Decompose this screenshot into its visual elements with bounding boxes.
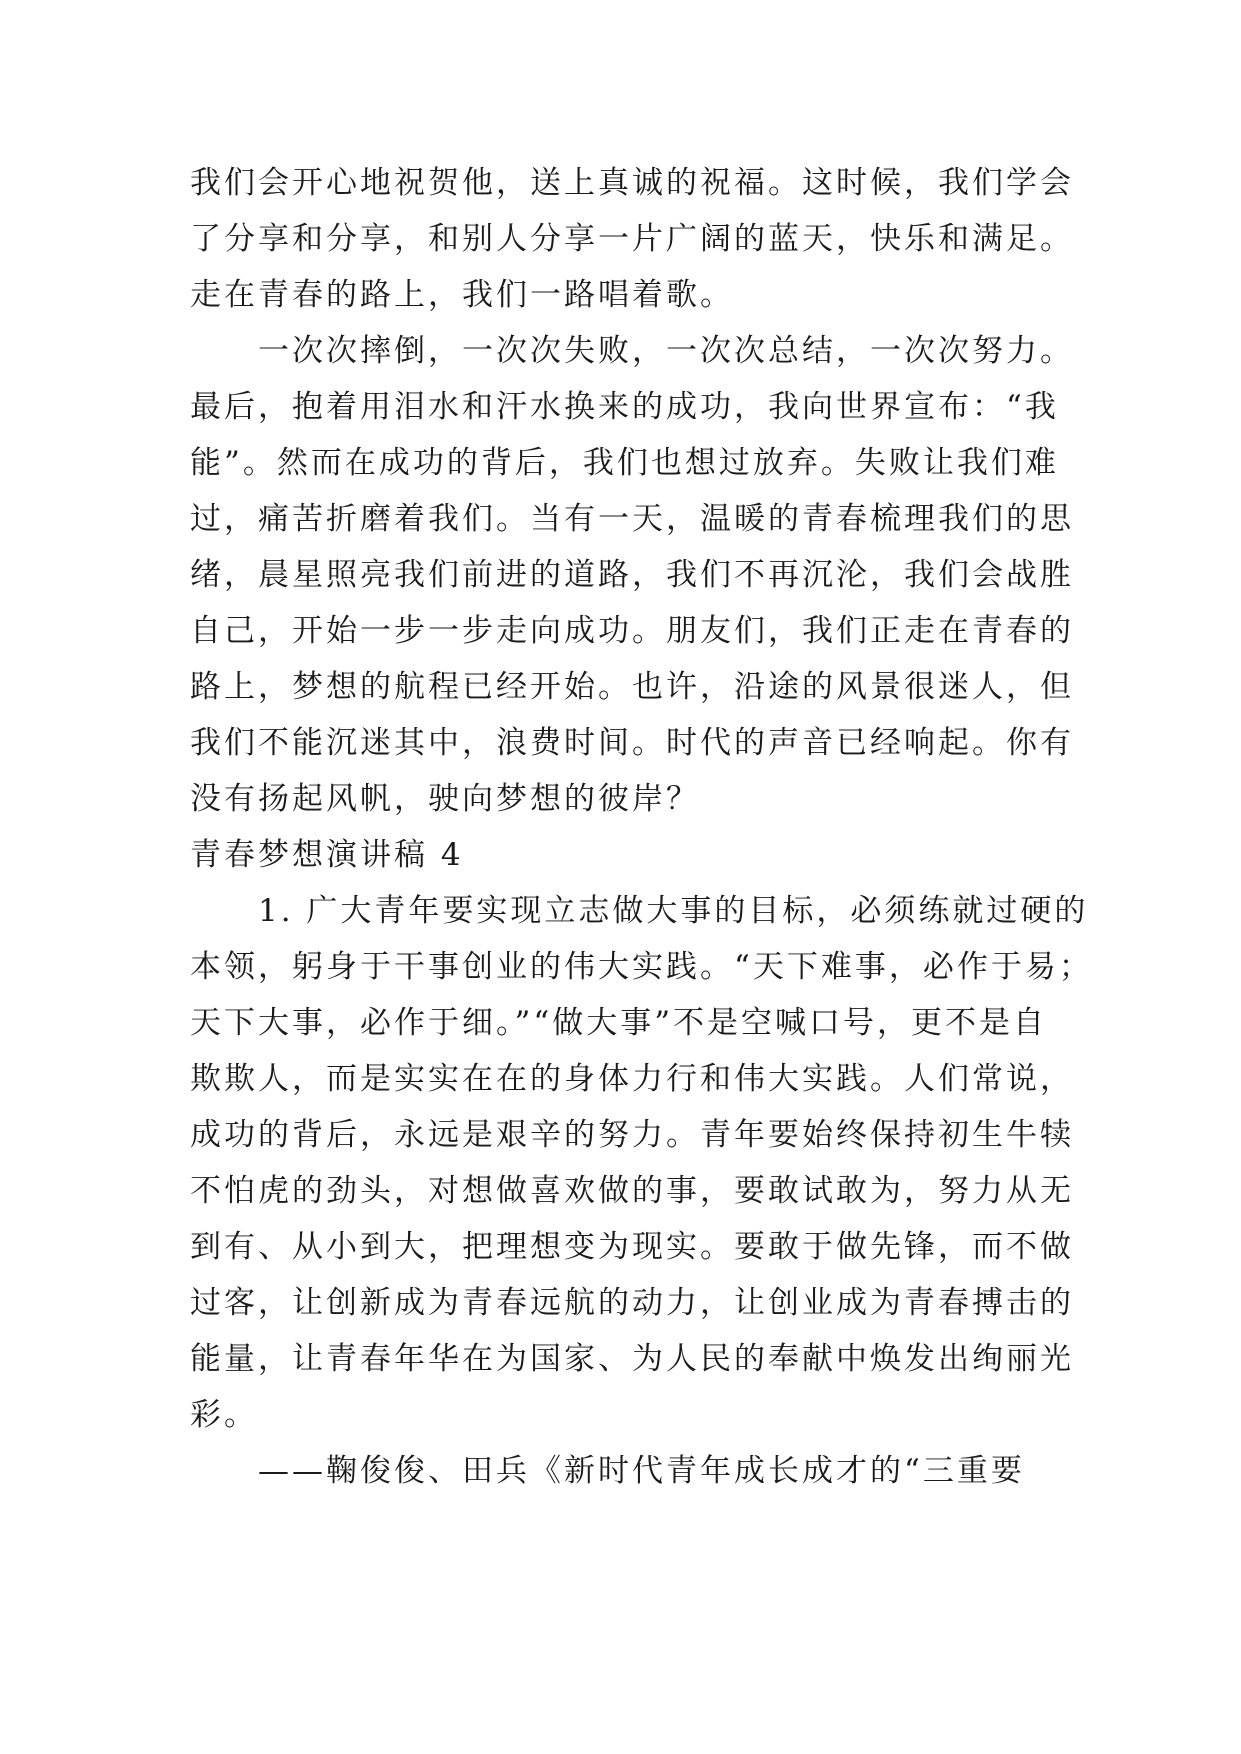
paragraph-line: 到有、从小到大，把理想变为现实。要敢于做先锋，而不做 bbox=[190, 1229, 1074, 1265]
section-heading: 青春梦想演讲稿 4 bbox=[190, 837, 464, 873]
paragraph-line: 本领，躬身于干事创业的伟大实践。“天下难事，必作于易； bbox=[190, 949, 1093, 985]
paragraph-line: 能量，让青春年华在为国家、为人民的奉献中焕发出绚丽光 bbox=[190, 1341, 1074, 1377]
paragraph-line: 能”。然而在成功的背后，我们也想过放弃。失败让我们难 bbox=[190, 445, 1059, 481]
paragraph-line: 自己，开始一步一步走向成功。朋友们，我们正走在青春的 bbox=[190, 613, 1074, 649]
paragraph-line: 成功的背后，永远是艰辛的努力。青年要始终保持初生牛犊 bbox=[190, 1117, 1074, 1153]
paragraph-line: 绪，晨星照亮我们前进的道路，我们不再沉沦，我们会战胜 bbox=[190, 557, 1074, 593]
paragraph-line: 我们不能沉迷其中，浪费时间。时代的声音已经响起。你有 bbox=[190, 725, 1074, 761]
paragraph-line: 1. 广大青年要实现立志做大事的目标，必须练就过硬的 bbox=[258, 893, 1089, 929]
paragraph-line: 不怕虎的劲头，对想做喜欢做的事，要敢试敢为，努力从无 bbox=[190, 1173, 1074, 1209]
paragraph-line: 走在青春的路上，我们一路唱着歌。 bbox=[190, 277, 734, 313]
paragraph-line: 过客，让创新成为青春远航的动力，让创业成为青春搏击的 bbox=[190, 1285, 1074, 1321]
paragraph-line: 欺欺人，而是实实在在的身体力行和伟大实践。人们常说， bbox=[190, 1061, 1074, 1097]
paragraph-line: 彩。 bbox=[190, 1397, 258, 1433]
citation-line: ——鞠俊俊、田兵《新时代青年成长成才的“三重要 bbox=[258, 1453, 1025, 1489]
paragraph-line: 过，痛苦折磨着我们。当有一天，温暖的青春梳理我们的思 bbox=[190, 501, 1074, 537]
paragraph-line: 路上，梦想的航程已经开始。也许，沿途的风景很迷人，但 bbox=[190, 669, 1074, 705]
paragraph-line: 了分享和分享，和别人分享一片广阔的蓝天，快乐和满足。 bbox=[190, 221, 1074, 257]
paragraph-line: 最后，抱着用泪水和汗水换来的成功，我向世界宣布：“我 bbox=[190, 389, 1059, 425]
paragraph-line: 我们会开心地祝贺他，送上真诚的祝福。这时候，我们学会 bbox=[190, 165, 1074, 201]
body-text bbox=[190, 155, 1093, 1499]
paragraph-line: 一次次摔倒，一次次失败，一次次总结，一次次努力。 bbox=[258, 333, 1074, 369]
paragraph-line: 天下大事，必作于细。”“做大事”不是空喊口号，更不是自 bbox=[190, 1005, 1048, 1041]
paragraph-line: 没有扬起风帆，驶向梦想的彼岸？ bbox=[190, 781, 700, 817]
